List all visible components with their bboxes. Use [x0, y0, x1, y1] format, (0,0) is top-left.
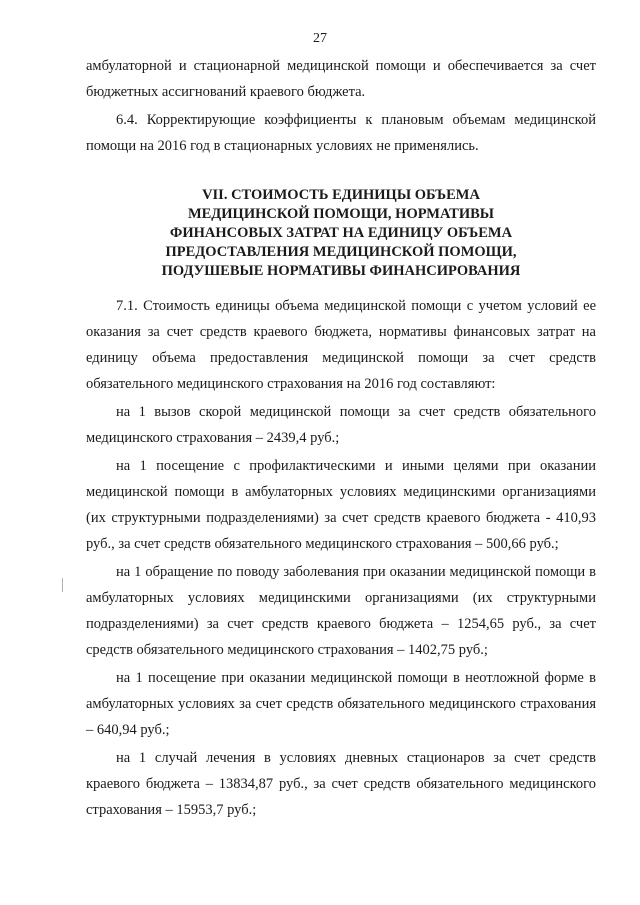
section-heading-line: ФИНАНСОВЫХ ЗАТРАТ НА ЕДИНИЦУ ОБЪЕМА	[169, 225, 513, 241]
section-heading-line: МЕДИЦИНСКОЙ ПОМОЩИ, НОРМАТИВЫ	[187, 206, 495, 222]
section-heading-line: VII. СТОИМОСТЬ ЕДИНИЦЫ ОБЪЕМА	[202, 187, 480, 203]
paragraph-disease-appeal: на 1 обращение по поводу заболевания при оказании медицинской помощи в амбулаторных условиях медицинскими организациями (их структурными подразделениями) за счет средств краевого бюджета – 1254,65 руб., за счет средств обязательного медицинского страхования – 1402,75 руб.;	[86, 564, 596, 658]
paragraph-6-4: 6.4. Корректирующие коэффициенты к плановым объемам медицинской помощи на 2016 год в стационарных условиях не применялись.	[86, 112, 596, 154]
paragraph-day-hospital: на 1 случай лечения в условиях дневных стационаров за счет средств краевого бюджета – 13834,87 руб., за счет средств обязательного медицинского страхования – 15953,7 руб.;	[86, 750, 596, 818]
paragraph-urgent-visit: на 1 посещение при оказании медицинской помощи в неотложной форме в амбулаторных условиях за счет средств обязательного медицинского страхования – 640,94 руб.;	[86, 670, 596, 738]
section-heading-line: ПОДУШЕВЫЕ НОРМАТИВЫ ФИНАНСИРОВАНИЯ	[161, 263, 521, 279]
paragraph-7-1: 7.1. Стоимость единицы объема медицинской помощи с учетом условий ее оказания за счет средств краевого бюджета, нормативы финансовых затрат на единицу объема предоставления медицинской помощи за счет средств обязательного медицинского страхования на 2016 год составляют:	[86, 298, 596, 392]
section-heading	[86, 186, 596, 281]
paragraph-continuation: амбулаторной и стационарной медицинской помощи и обеспечивается за счет бюджетных ассигнований краевого бюджета.	[86, 58, 596, 100]
paragraph-preventive-visit: на 1 посещение с профилактическими и иными целями при оказании медицинской помощи в амбулаторных условиях медицинскими организациями (их структурными подразделениями) за счет средств краевого бюджета - 410,93 руб., за счет средств обязательного медицинского страхования – 500,66 руб.;	[86, 458, 596, 552]
document-body	[86, 53, 596, 823]
scan-artifact	[62, 578, 63, 592]
paragraph-ambulance-call: на 1 вызов скорой медицинской помощи за счет средств обязательного медицинского страхования – 2439,4 руб.;	[86, 404, 596, 446]
page-number: 27	[313, 31, 327, 46]
section-heading-line: ПРЕДОСТАВЛЕНИЯ МЕДИЦИНСКОЙ ПОМОЩИ,	[165, 244, 517, 260]
